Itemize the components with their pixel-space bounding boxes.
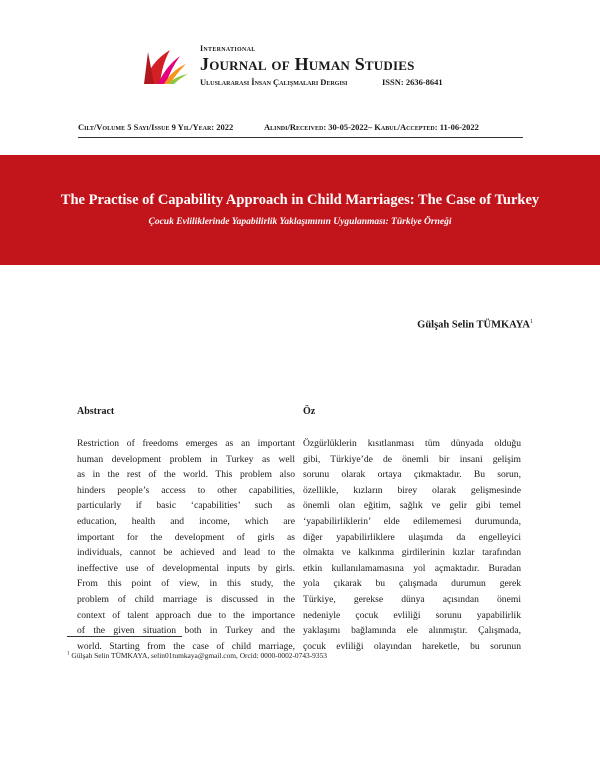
volume-issue-year: Cilt/Volume 5 Sayı/Issue 9 Yıl/Year: 2022 <box>78 122 234 132</box>
oz-line: çocuk evliliği olayından hareketle, bu sorunun <box>303 640 521 652</box>
oz-line: nedeniyle çocuk evliliği sorunu yapabilirlik <box>303 609 521 621</box>
abstract-line: particularly if basic ‘capabilities’ such as <box>77 500 295 512</box>
footnote <box>67 651 327 660</box>
oz-body <box>303 436 521 654</box>
footnote-divider <box>67 636 182 637</box>
title-banner <box>0 155 600 265</box>
issn-label: ISSN: 2636-8641 <box>382 77 443 87</box>
footnote-mark: 1 <box>67 651 70 657</box>
abstract-line: world. Starting from the case of child marriage, <box>77 640 295 652</box>
oz-line: önemli olan eğitim, sağlık ve gelir gibi temel <box>303 500 521 512</box>
oz-line: Türkiye, gerekse dünya açısından önemi <box>303 593 521 605</box>
oz-line: etkin kullanılamamasına yol açmaktadır. Buradan <box>303 562 521 574</box>
oz-line: diğer yapabilirliklere ulaşımda da engelleyici <box>303 531 521 543</box>
abstract-line: as in the rest of the world. This problem also <box>77 469 295 481</box>
abstract-line: important for the development of girls as <box>77 531 295 543</box>
author-name <box>417 319 533 331</box>
oz-line: yaklaşımı bağlamında ele alınmıştır. Çalışmada, <box>303 625 521 637</box>
journal-top-label: International <box>200 44 256 53</box>
oz-heading: Öz <box>303 406 316 417</box>
meta-divider <box>78 137 523 138</box>
journal-logo-icon <box>140 44 190 88</box>
journal-title: Journal of Human Studies <box>200 54 415 74</box>
oz-line: olmakta ve kalkınma girdilerinin kızlar tarafından <box>303 547 521 559</box>
abstract-line: individuals, cannot be achieved and lead to the <box>77 547 295 559</box>
abstract-line: From this point of view, in this study, the <box>77 578 295 590</box>
abstract-line: of the given situation both in Turkey and the <box>77 625 295 637</box>
abstract-line: human development problem in Turkey as well <box>77 453 295 465</box>
abstract-line: hinders people’s access to other capabilities, <box>77 484 295 496</box>
abstract-line: ineffective use of developmental inputs by girls. <box>77 562 295 574</box>
abstract-line: education, health and income, which are <box>77 515 295 527</box>
abstract-line: Restriction of freedoms emerges as an important <box>77 438 295 449</box>
oz-line: yola çıkarak bu çalışmada durumun gerek <box>303 578 521 590</box>
journal-subtitle: Uluslararası İnsan Çalışmaları Dergisi <box>200 77 348 87</box>
article-title-english: The Practise of Capability Approach in Child Marriages: The Case of Turkey <box>60 192 540 208</box>
footnote-text: Gülşah Selin TÜMKAYA, selin01tumkaya@gmail.com, Orcid: 0000-0002-0743-9353 <box>71 651 327 660</box>
oz-line: ‘yapabilirliklerin’ elde edilememesi durumunda, <box>303 515 521 527</box>
received-accepted-dates: Alındı/Received: 30-05-2022– Kabul/Accepted: 11-06-2022 <box>264 122 479 132</box>
abstract-heading: Abstract <box>77 406 115 417</box>
article-title-turkish: Çocuk Evliliklerinde Yapabilirlik Yaklaşımının Uygulanması: Türkiye Örneği <box>148 217 452 227</box>
author-footnote-mark[interactable]: 1 <box>530 319 533 325</box>
abstract-line: problem of child marriage is discussed in the <box>77 593 295 605</box>
oz-line: özellikle, kızların birey olarak gelişmesinde <box>303 484 521 496</box>
abstract-body <box>77 436 295 654</box>
oz-line: gibi, Türkiye’de de önemli bir insani gelişim <box>303 453 521 465</box>
abstract-line: context of talent approach due to the importance <box>77 609 295 621</box>
author-name-text: Gülşah Selin TÜMKAYA <box>417 319 530 331</box>
oz-line: Özgürlüklerin kısıtlanması tüm dünyada olduğu <box>303 438 521 449</box>
oz-line: sorunu olarak ortaya çıkmaktadır. Bu sorun, <box>303 469 521 481</box>
meta-row <box>78 122 479 132</box>
